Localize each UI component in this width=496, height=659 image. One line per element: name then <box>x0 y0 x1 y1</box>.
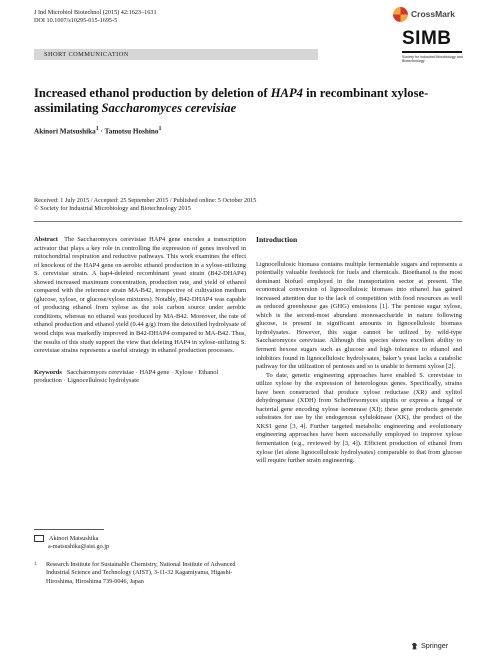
keywords-text: Saccharomyces cerevisiae · HAP4 gene · Xylose · Ethanol production · Lignocellulosic hydrolysate <box>34 368 219 385</box>
corresponding-author <box>34 535 109 552</box>
author-2[interactable]: Tamotsu Hoshino <box>104 127 159 136</box>
author-1-affiliation: 1 <box>95 126 99 132</box>
crossmark-label: CrossMark <box>411 9 455 19</box>
intro-paragraph-2: To date, genetic engineering approaches have enabled S. cerevisiae to utilize xylose by the expression of heterologous genes. Specifically, strains have been constructed that produce xylose reductase (XR) and xylitol dehydrogenase (XDH) from Scheffersomyces stipitis or express a fungal or bacterial gene encoding xylose isomerase (XI); these gene products generate substrates for use by the endogenous xylulokinase (XK), the product of the XKS1 gene [3, 4]. Further targeted metabolic engineering and evolutionary engineering approaches have been successfully employed to improve xylose fermentation (e.g., reviewed by [3, 4]). Efficient production of ethanol from xylose (let alone lignocellulosic hydrolysates) comparable to that from glucose will require further strain engineering. <box>256 371 462 465</box>
crossmark-badge[interactable] <box>393 6 461 24</box>
envelope-icon <box>34 535 44 542</box>
author-list <box>34 126 161 135</box>
author-1[interactable]: Akinori Matsushika <box>34 127 96 136</box>
article-title <box>34 86 454 116</box>
affiliation-number: 1 <box>34 562 37 567</box>
journal-citation: J Ind Microbiol Biotechnol (2015) 42:1623–1631 <box>34 9 157 16</box>
doi[interactable]: DOI 10.1007/s10295-015-1695-5 <box>34 17 118 24</box>
author-2-affiliation: 1 <box>158 126 162 132</box>
simb-logo-rule <box>402 51 462 53</box>
publisher-name: Springer <box>421 641 449 650</box>
copyright: © Society for Industrial Microbiology and Biotechnology 2015 <box>34 205 191 213</box>
affiliation-footnote <box>34 561 246 586</box>
crossmark-icon <box>393 7 408 22</box>
simb-tagline: Society for Industrial Microbiology and Biotechnology <box>402 55 463 63</box>
affiliation-text: Research Institute for Sustainable Chemistry, National Institute of Advanced Industrial Science and Technology (AIST), 3-11-32 Kagamiyama, Higashi-Hiroshima, Hiroshima 739-0046, Japan <box>46 561 236 585</box>
abstract <box>34 236 246 356</box>
contact-name: Akinori Matsushika <box>49 535 99 542</box>
footnote-divider <box>34 529 104 530</box>
publication-dates <box>34 197 256 213</box>
introduction-heading: Introduction <box>256 235 298 244</box>
springer-horse-icon <box>411 642 418 650</box>
publisher-footer <box>411 641 448 650</box>
simb-logo <box>402 28 464 76</box>
right-column <box>256 236 462 466</box>
simb-logo-text: SIMB <box>402 28 452 49</box>
intro-paragraph-1: Lignocellulosic biomass contains multiple fermentable sugars and represents a potentially valuable feedstock for fuels and chemicals. Bioethanol is the most dominant biofuel employed in the transportation sector at present. The economical conversion of lignocellulosic biomass into ethanol has gained increased attention due to the lack of competition with food resources as well as reduced greenhouse gas (GHG) emissions [1]. The pentose sugar xylose, which is the second-most abundant monosaccharide in nature following glucose, is present in significant amounts in lignocellulosic biomass hydrolysates. However, this sugar cannot be utilized by wild-type Saccharomyces cerevisiae. Although this species shows excellent ability to ferment hexose sugars such as glucose and high tolerance to ethanol and inhibitors found in lignocellulosic hydrolysates, baker’s yeast lacks a catabolic pathway for the utilization of pentoses and so is unable to ferment xylose [2]. <box>256 260 462 371</box>
abstract-label: Abstract <box>34 236 58 243</box>
history-dates: Received: 1 July 2015 / Accepted: 25 September 2015 / Published online: 5 October 2015 <box>34 197 257 204</box>
author-separator: · <box>98 127 105 136</box>
header-divider <box>34 221 462 222</box>
title-part-2: in recombinant xylose-assimilating <box>34 86 429 115</box>
abstract-text: The Saccharomyces cerevisiae HAP4 gene encodes a transcription activator that plays a key role in controlling the expression of genes involved in mitochondrial respiration and reductive pathways. This work examines the effect of knockout of the HAP4 gene on aerobic ethanol production in a xylose-utilizing S. cerevisiae strain. A hap4-deleted recombinant yeast strain (B42-DHAP4) showed increased maximum concentration, production rate, and yield of ethanol compared with the reference strain MA-B42, irrespective of cultivation medium (glucose, xylose, or glucose/xylose mixtures). Notably, B42-DHAP4 was capable of producing ethanol from xylose as the sole carbon source under aerobic conditions, whereas no ethanol was produced by MA-B42. Moreover, the rate of ethanol production and ethanol yield (0.44 g/g) from the detoxified hydrolysate of wood chips was markedly improved in B42-DHAP4 compared to MA-B42. Thus, the results of this study support the view that deleting HAP4 in xylose-utilizing S. cerevisiae strains represents a useful strategy in ethanol production processes. <box>34 236 246 355</box>
title-part-1: Increased ethanol production by deletion of <box>34 86 271 100</box>
title-species: Saccharomyces cerevisiae <box>101 101 237 115</box>
contact-email[interactable]: a-matsushika@aist.go.jp <box>48 543 110 551</box>
section-label: SHORT COMMUNICATION <box>34 49 318 60</box>
keywords-label: Keywords <box>34 368 62 376</box>
keywords <box>34 369 246 386</box>
title-gene: HAP4 <box>270 86 303 100</box>
left-column <box>34 236 246 386</box>
